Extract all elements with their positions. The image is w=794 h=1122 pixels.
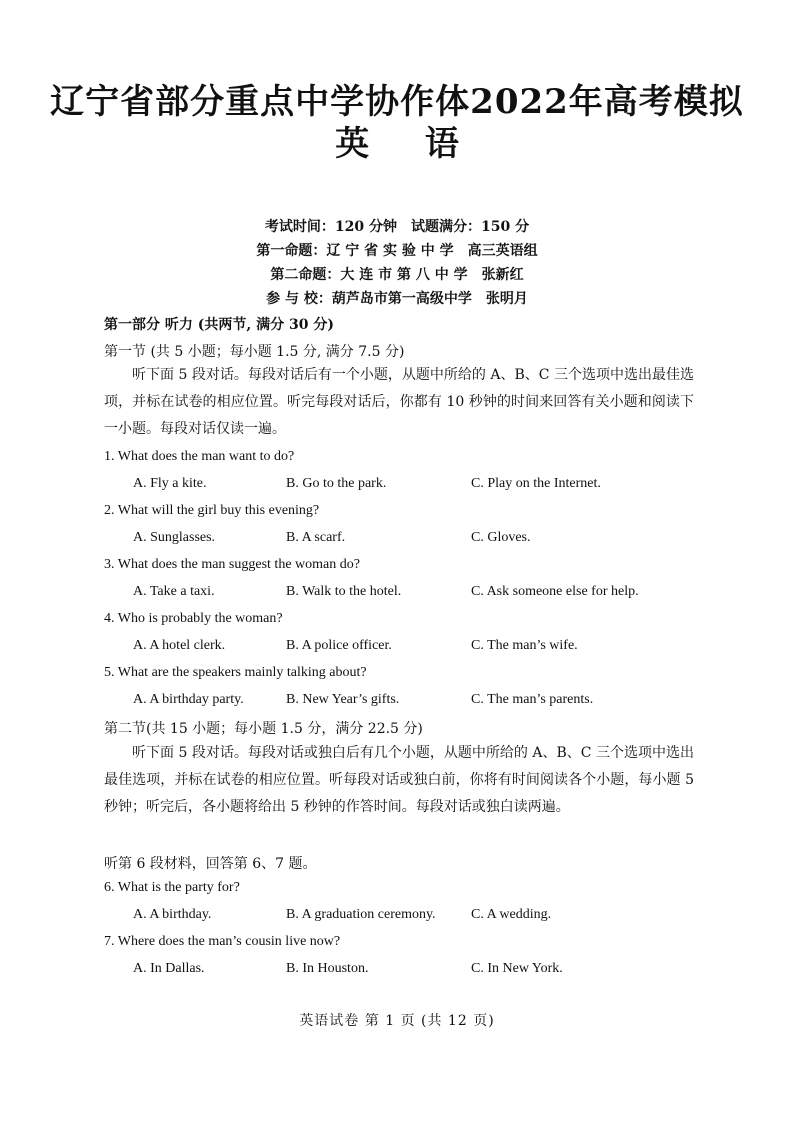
q2-option-c: C. Gloves. xyxy=(471,530,531,545)
q4-option-a: A. A hotel clerk. xyxy=(133,638,226,653)
q5-option-b: B. New Year’s gifts. xyxy=(286,692,400,707)
q6-option-b: B. A graduation ceremony. xyxy=(286,907,436,922)
q3-option-c: C. Ask someone else for help. xyxy=(471,584,639,599)
question-1: 1. What does the man want to do? xyxy=(104,449,295,464)
part1-heading: 第一部分 听力 (共两节, 满分 30 分) xyxy=(104,317,334,333)
question-2: 2. What will the girl buy this evening? xyxy=(104,503,320,518)
q3-option-b: B. Walk to the hotel. xyxy=(286,584,402,599)
q7-option-a: A. In Dallas. xyxy=(133,961,205,976)
material-note: 听第 6 段材料，回答第 6、7 题。 xyxy=(104,856,317,872)
q6-option-a: A. A birthday. xyxy=(133,907,212,922)
q1-option-a: A. Fly a kite. xyxy=(133,476,207,491)
subject-title: 英 语 xyxy=(335,124,481,164)
page-footer: 英语试卷 第 1 页 (共 12 页) xyxy=(299,1013,495,1029)
q5-option-a: A. A birthday party. xyxy=(133,692,244,707)
question-4: 4. Who is probably the woman? xyxy=(104,611,283,626)
q3-option-a: A. Take a taxi. xyxy=(133,584,215,599)
first-setter: 第一命题：辽 宁 省 实 验 中 学 高三英语组 xyxy=(256,243,538,259)
section2-heading: 第二节(共 15 小题；每小题 1.5 分，满分 22.5 分) xyxy=(104,721,423,737)
q6-option-c: C. A wedding. xyxy=(471,907,552,922)
question-3: 3. What does the man suggest the woman do? xyxy=(104,557,360,572)
q4-option-b: B. A police officer. xyxy=(286,638,392,653)
exam-time-score: 考试时间：120 分钟 试题满分：150 分 xyxy=(264,219,530,235)
q1-option-c: C. Play on the Internet. xyxy=(471,476,601,491)
question-5: 5. What are the speakers mainly talking about? xyxy=(104,665,367,680)
q7-option-b: B. In Houston. xyxy=(286,961,369,976)
q2-option-a: A. Sunglasses. xyxy=(133,530,216,545)
section1-instructions: 听下面 5 段对话。每段对话后有一个小题，从题中所给的 A、B、C 三个选项中选出最佳选项，并标在试卷的相应位置。听完每段对话后，你都有 10 秒钟的时间来回答有关小题和阅读下一小题。每段对话仅读一遍。 xyxy=(104,367,694,437)
exam-title: 辽宁省部分重点中学协作体2022年高考模拟 xyxy=(50,82,744,122)
question-7: 7. Where does the man’s cousin live now? xyxy=(104,934,341,949)
section1-heading: 第一节 (共 5 小题；每小题 1.5 分, 满分 7.5 分) xyxy=(104,344,405,360)
question-6: 6. What is the party for? xyxy=(104,880,240,895)
q1-option-b: B. Go to the park. xyxy=(286,476,387,491)
q7-option-c: C. In New York. xyxy=(471,961,563,976)
q5-option-c: C. The man’s parents. xyxy=(471,692,594,707)
section2-instructions: 听下面 5 段对话。每段对话或独白后有几个小题，从题中所给的 A、B、C 三个选项中选出最佳选项，并标在试卷的相应位置。听每段对话或独白前，你将有时间阅读各个小题，每小题 5 秒钟；听完后，各小题将给出 5 秒钟的作答时间。每段对话或独白读两遍。 xyxy=(104,745,694,815)
second-setter: 第二命题：大 连 市 第 八 中 学 张新红 xyxy=(270,267,524,283)
participating-school: 参 与 校：葫芦岛市第一高级中学 张明月 xyxy=(266,291,528,307)
q2-option-b: B. A scarf. xyxy=(286,530,346,545)
q4-option-c: C. The man’s wife. xyxy=(471,638,578,653)
